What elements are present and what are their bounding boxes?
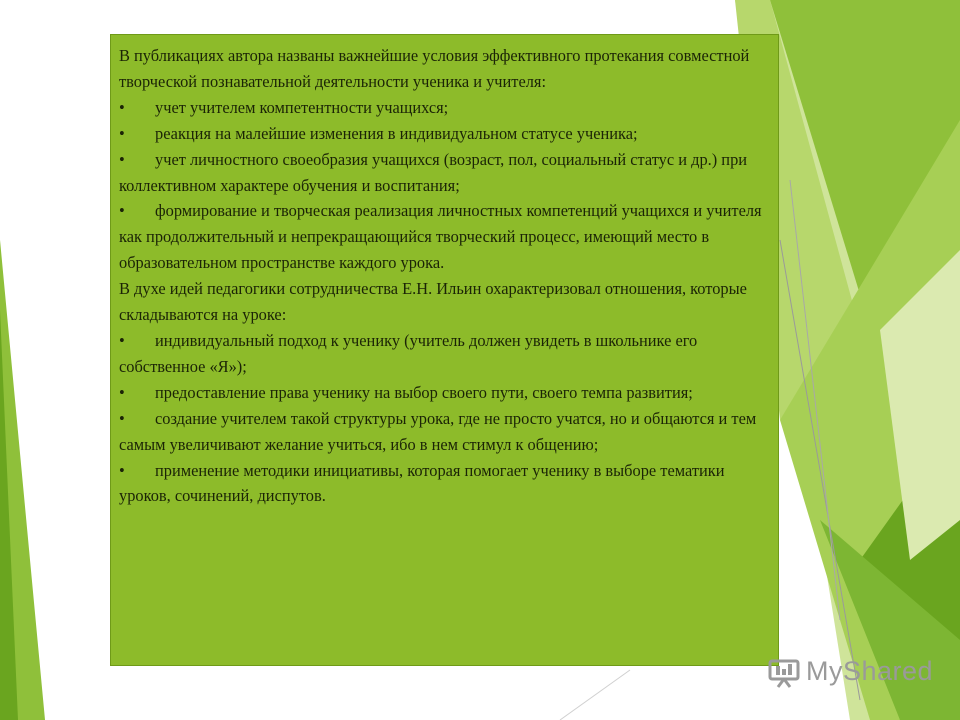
content-text-box: [110, 34, 779, 666]
list-item: • формирование и творческая реализация личностных компетенций учащихся и учителя как продолжительный и непрекращающийся творческий процесс, имеющий место в образовательном пространстве каждого урока.: [119, 201, 762, 273]
list-item: • предоставление права ученику на выбор своего пути, своего темпа развития;: [119, 382, 693, 402]
list-item: • реакция на малейшие изменения в индивидуальном статусе ученика;: [119, 123, 638, 143]
list-item: • учет учителем компетентности учащихся;: [119, 97, 449, 117]
presentation-screen-icon: [768, 658, 802, 688]
myshared-watermark[interactable]: [768, 654, 958, 694]
intro-paragraph: В публикациях автора названы важнейшие условия эффективного протекания совместной творческой познавательной деятельности ученика и учителя:: [119, 46, 750, 91]
list-item: • учет личностного своеобразия учащихся (возраст, пол, социальный статус и др.) при коллективном характере обучения и воспитания;: [119, 149, 748, 195]
middle-paragraph: В духе идей педагогики сотрудничества Е.Н. Ильин охарактеризовал отношения, которые складываются на уроке:: [119, 279, 747, 325]
list-item: • применение методики инициативы, которая помогает ученику в выборе тематики уроков, сочинений, диспутов.: [119, 460, 725, 506]
list-item: • индивидуальный подход к ученику (учитель должен увидеть в школьнике его собственное «Я»);: [119, 330, 698, 376]
list-item: • создание учителем такой структуры урока, где не просто учатся, но и общаются и тем самым увеличивают желание учиться, ибо в нем стимул к общению;: [119, 408, 757, 454]
watermark-text: MyShared: [806, 656, 934, 686]
